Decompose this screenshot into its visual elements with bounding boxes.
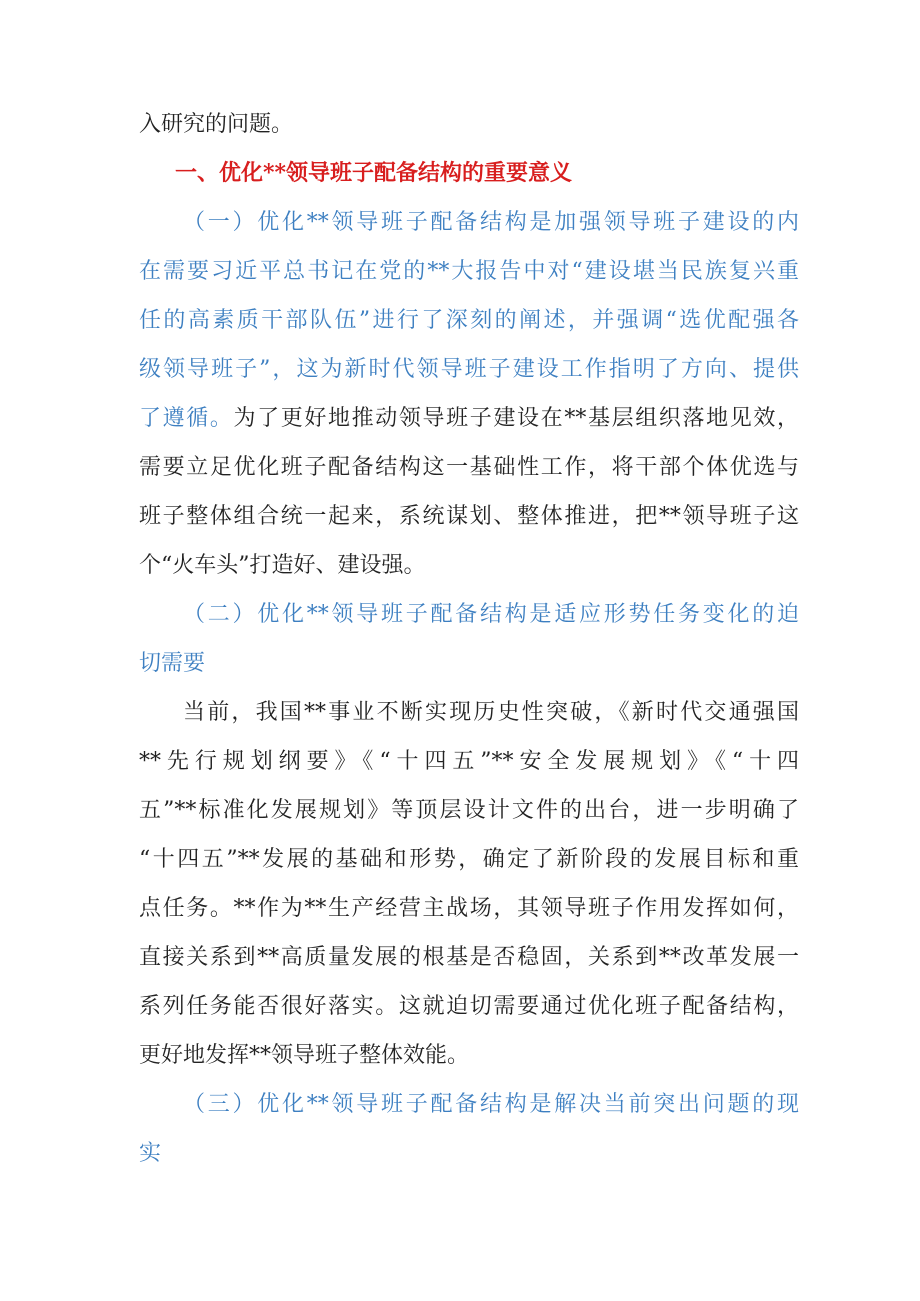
subsection-heading-tail: 了遵循。	[139, 406, 234, 431]
body-line: 直接关系到**高质量发展的根基是否稳固，关系到**改革发展一	[139, 945, 799, 970]
body-line: 系列任务能否很好落实。这就迫切需要通过优化班子配备结构，	[139, 994, 799, 1019]
document-page	[139, 100, 799, 1178]
body-line: **先行规划纲要》《“十四五”**安全发展规划》《“十四	[139, 749, 799, 774]
subsection-heading-line: 实	[139, 1141, 162, 1166]
body-line: 需要立足优化班子配备结构这一基础性工作，将干部个体优选与	[139, 455, 799, 480]
body-line: 当前，我国**事业不断实现历史性突破，《新时代交通强国	[183, 700, 799, 725]
body-line: 五”**标准化发展规划》等顶层设计文件的出台，进一步明确了	[139, 798, 799, 823]
subsection-heading-line: 级领导班子”，这为新时代领导班子建设工作指明了方向、提供	[139, 357, 799, 382]
body-line: 个“火车头”打造好、建设强。	[139, 553, 426, 578]
body-line: 班子整体组合统一起来，系统谋划、整体推进，把**领导班子这	[139, 504, 799, 529]
body-text: 为了更好地推动领导班子建设在**基层组织落地见效，	[233, 406, 799, 431]
body-line: 更好地发挥**领导班子整体效能。	[139, 1043, 470, 1068]
subsection-heading-line: （二）优化**领导班子配备结构是适应形势任务变化的迫	[183, 602, 799, 627]
subsection-heading-line: （一）优化**领导班子配备结构是加强领导班子建设的内	[183, 210, 799, 235]
body-line: 点任务。**作为**生产经营主战场，其领导班子作用发挥如何，	[139, 896, 799, 921]
subsection-heading-line: 切需要	[139, 651, 206, 676]
subsection-heading-line: （三）优化**领导班子配备结构是解决当前突出问题的现	[183, 1092, 799, 1117]
body-line: 入研究的问题。	[139, 112, 294, 137]
subsection-heading-line: 在需要习近平总书记在党的**大报告中对“建设堪当民族复兴重	[139, 259, 799, 284]
subsection-heading-line: 任的高素质干部队伍”进行了深刻的阐述，并强调“选优配强各	[139, 308, 799, 333]
mixed-line	[139, 394, 799, 443]
section-heading: 一、优化**领导班子配备结构的重要意义	[175, 160, 573, 186]
body-line: “十四五”**发展的基础和形势，确定了新阶段的发展目标和重	[139, 847, 799, 872]
